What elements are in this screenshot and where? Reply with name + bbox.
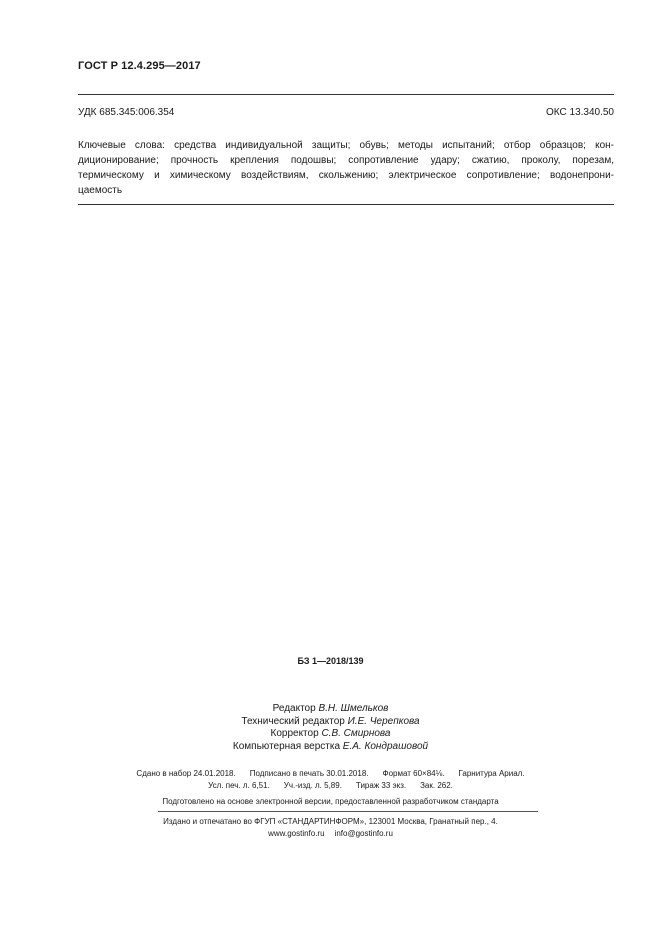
udk-code: УДК 685.345:006.354 [78, 107, 175, 118]
oks-code: ОКС 13.340.50 [546, 107, 614, 118]
keywords-paragraph [78, 138, 614, 198]
keywords-line: Ключевые слова: средства индивидуальной защиты; обувь; методы испытаний; отбор образцов; кон- [78, 140, 614, 151]
publisher-email-link[interactable]: info@gostinfo.ru [334, 829, 393, 838]
keywords-line: цаемость [78, 185, 123, 196]
header-divider [78, 94, 614, 95]
publisher-contacts [0, 828, 661, 840]
bz-number: БЗ 1—2018/139 [297, 656, 364, 666]
credit-tech-editor: Технический редактор И.Е. Черепкова [241, 715, 420, 727]
publisher-divider [158, 811, 538, 812]
publisher-address: Издано и отпечатано во ФГУП «СТАНДАРТИНФОРМ», 123001 Москва, Гранатный пер., 4. [163, 817, 498, 826]
standard-code: ГОСТ Р 12.4.295—2017 [78, 60, 201, 72]
publisher-website-link[interactable]: www.gostinfo.ru [268, 829, 325, 838]
credit-layout: Компьютерная верстка Е.А. Кондрашовой [232, 740, 429, 752]
imprint-line-1: Сдано в набор 24.01.2018. Подписано в печать 30.01.2018. Формат 60×84⅛. Гарнитура Ариал. [136, 769, 525, 778]
credit-corrector: Корректор С.В. Смирнова [270, 728, 391, 739]
keywords-line: термическому и химическому воздействиям, скольжению; электрическое сопротивление; водонепрони- [78, 170, 614, 181]
keywords-line: диционирование; прочность крепления подошвы; сопротивление удару; сжатию, проколу, порезам, [78, 155, 614, 166]
credit-editor: Редактор В.Н. Шмельков [272, 703, 389, 714]
keywords-divider [78, 204, 614, 205]
imprint-line-2: Усл. печ. л. 6,51. Уч.-изд. л. 5,89. Тираж 33 экз. Зак. 262. [208, 781, 453, 790]
credits-block [0, 703, 661, 753]
publisher-block [0, 816, 661, 840]
prepared-note: Подготовлено на основе электронной версии, предоставленной разработчиком стандарта [162, 797, 499, 806]
imprint-block [0, 768, 661, 792]
